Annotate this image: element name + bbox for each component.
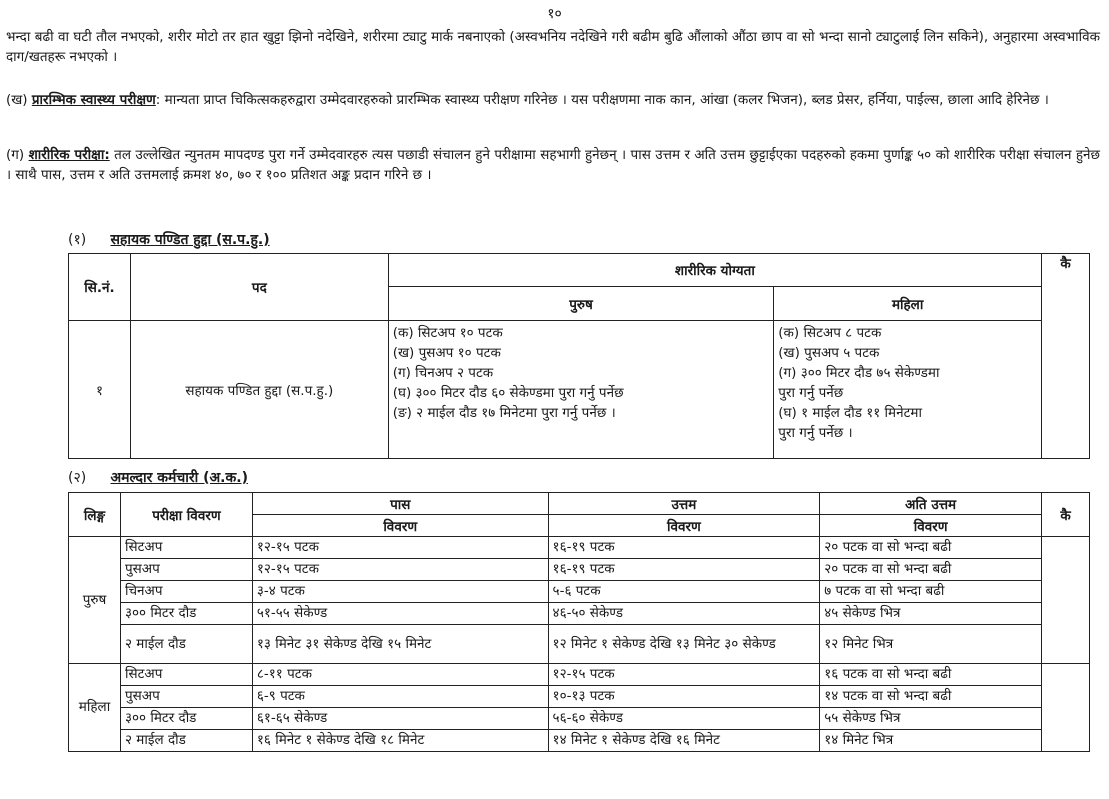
section1-heading bbox=[68, 230, 270, 249]
paragraph-physical-exam bbox=[6, 146, 1100, 185]
good-value: १२-१५ पटक bbox=[548, 664, 820, 686]
excellent-value: २० पटक वा सो भन्दा बढी bbox=[820, 537, 1042, 559]
excellent-value: १४ मिनेट भित्र bbox=[820, 730, 1042, 752]
exam-name: ३०० मिटर दौड bbox=[120, 603, 252, 625]
female-req-item: (क) सिटअप ८ पटक bbox=[778, 325, 882, 341]
health-check-text: : मान्यता प्राप्त चिकित्सकहरुद्वारा उम्मेदवारहरुको प्रारम्भिक स्वास्थ्य परीक्षण गरिनेछ । यस परीक्षणमा नाक कान, आंखा (कलर भिजन), ब्लड प्रेसर, हर्निया, पाईल्स, छाला आदि हेरिनेछ । bbox=[155, 92, 1049, 108]
row-sn: १ bbox=[69, 321, 131, 459]
exam-name: २ माईल दौड bbox=[120, 730, 252, 752]
physical-exam-text: तल उल्लेखित न्युनतम मापदण्ड पुरा गर्ने उम्मेदवारहरु त्यस पछाडी संचालन हुने परीक्षामा सहभागी हुनेछन् । पास उत्तम र अति उत्तम छुट्टाईएका पदहरुको हकमा पुर्णाङ्क ५० को शारीरिक परीक्षा संचालन हुनेछ । साथै पास, उत्तम र अति उत्तमलाई क्रमश ४०, ७० र १०० प्रतिशत अङ्क प्रदान गरिने छ । bbox=[6, 147, 1100, 183]
excellent-value: १४ पटक वा सो भन्दा बढी bbox=[820, 686, 1042, 708]
excellent-value: २० पटक वा सो भन्दा बढी bbox=[820, 559, 1042, 581]
female-req-item: पुरा गर्नु पर्नेछ । bbox=[778, 425, 853, 441]
paragraph-weight-tattoo: भन्दा बढी वा घटी तौल नभएको, शरीर मोटो तर हात खुट्टा झिनो नदेखिने, शरीरमा ट्याटु मार्क नबनाएको (अस्वभनिय नदेखिने गरी बढीम बुढि औंलाको औंठा छाप वा सो भन्दा सानो ट्याटुलाई लिन सकिने), अनुहारमा अस्वभाविक दाग/खतहरू नभएको । bbox=[6, 29, 1100, 65]
excellent-value: १६ पटक वा सो भन्दा बढी bbox=[820, 664, 1042, 686]
excellent-value: १२ मिनेट भित्र bbox=[820, 625, 1042, 664]
good-value: ५६-६० सेकेण्ड bbox=[548, 708, 820, 730]
remarks-cell bbox=[1042, 537, 1090, 664]
heading-preliminary-health-check: प्रारम्भिक स्वास्थ्य परीक्षण bbox=[31, 92, 156, 108]
header-excellent: अति उत्तम bbox=[820, 493, 1042, 515]
section2-heading bbox=[68, 468, 248, 487]
assistant-pandit-fitness-table bbox=[68, 253, 1090, 459]
section2-title: अमल्दार कर्मचारी (अ.क.) bbox=[110, 470, 248, 486]
excellent-value: ४५ सेकेण्ड भित्र bbox=[820, 603, 1042, 625]
exam-name: ३०० मिटर दौड bbox=[120, 708, 252, 730]
female-requirements bbox=[774, 321, 1042, 459]
exam-name: चिनअप bbox=[120, 581, 252, 603]
header-remarks: कै bbox=[1042, 254, 1090, 459]
pass-value: ५१-५५ सेकेण्ड bbox=[252, 603, 548, 625]
male-req-item: (ग) चिनअप २ पटक bbox=[392, 365, 494, 381]
section1-title: सहायक पण्डित हुद्दा (स.प.हु.) bbox=[110, 232, 270, 248]
header-detail: विवरण bbox=[820, 515, 1042, 537]
remarks-cell bbox=[1042, 664, 1090, 752]
good-value: ५-६ पटक bbox=[548, 581, 820, 603]
table-row bbox=[69, 625, 1090, 664]
pass-value: ३-४ पटक bbox=[252, 581, 548, 603]
header-male: पुरुष bbox=[388, 287, 774, 321]
male-req-item: (घ) ३०० मिटर दौड ६० सेकेण्डमा पुरा गर्नु पर्नेछ bbox=[392, 385, 624, 401]
pass-value: १२-१५ पटक bbox=[252, 559, 548, 581]
table-row bbox=[69, 537, 1090, 559]
header-detail: विवरण bbox=[252, 515, 548, 537]
exam-name: सिटअप bbox=[120, 664, 252, 686]
pass-value: ८-११ पटक bbox=[252, 664, 548, 686]
pass-value: १२-१५ पटक bbox=[252, 537, 548, 559]
gender-female: महिला bbox=[69, 664, 121, 752]
table-row bbox=[69, 603, 1090, 625]
header-good: उत्तम bbox=[548, 493, 820, 515]
header-post: पद bbox=[130, 254, 388, 321]
row-post: सहायक पण्डित हुद्दा (स.प.हु.) bbox=[130, 321, 388, 459]
pass-value: १६ मिनेट १ सेकेण्ड देखि १८ मिनेट bbox=[252, 730, 548, 752]
gender-male: पुरुष bbox=[69, 537, 121, 664]
table-row bbox=[69, 730, 1090, 752]
amaldar-staff-fitness-table bbox=[68, 492, 1090, 752]
pass-value: ६१-६५ सेकेण्ड bbox=[252, 708, 548, 730]
excellent-value: ७ पटक वा सो भन्दा बढी bbox=[820, 581, 1042, 603]
exam-name: २ माईल दौड bbox=[120, 625, 252, 664]
table-row bbox=[69, 559, 1090, 581]
table-row bbox=[69, 686, 1090, 708]
male-req-item: (क) सिटअप १० पटक bbox=[392, 325, 503, 341]
male-req-item: (ख) पुसअप १० पटक bbox=[392, 345, 501, 361]
header-detail: विवरण bbox=[548, 515, 820, 537]
good-value: १२ मिनेट १ सेकेण्ड देखि १३ मिनेट ३० सेकेण्ड bbox=[548, 625, 820, 664]
header-exam-details: परीक्षा विवरण bbox=[120, 493, 252, 537]
header-gender: लिङ्ग bbox=[69, 493, 121, 537]
good-value: १४ मिनेट १ सेकेण्ड देखि १६ मिनेट bbox=[548, 730, 820, 752]
table-row bbox=[69, 664, 1090, 686]
header-female: महिला bbox=[774, 287, 1042, 321]
heading-physical-exam: शारीरिक परीक्षा: bbox=[28, 147, 110, 163]
header-pass: पास bbox=[252, 493, 548, 515]
header-physical-fitness: शारीरिक योग्यता bbox=[388, 254, 1041, 287]
pass-value: ६-९ पटक bbox=[252, 686, 548, 708]
section2-number: (२) bbox=[68, 470, 87, 486]
section1-number: (१) bbox=[68, 232, 87, 248]
female-req-item: पुरा गर्नु पर्नेछ bbox=[778, 385, 844, 401]
good-value: ४६-५० सेकेण्ड bbox=[548, 603, 820, 625]
exam-name: पुसअप bbox=[120, 559, 252, 581]
marker-ga: (ग) bbox=[6, 147, 25, 163]
page-number: १० bbox=[547, 6, 562, 22]
good-value: १०-१३ पटक bbox=[548, 686, 820, 708]
table-row bbox=[69, 708, 1090, 730]
header-sn: सि.नं. bbox=[69, 254, 131, 321]
header-remarks-2: कै bbox=[1042, 493, 1090, 537]
male-req-item: (ङ) २ माईल दौड १७ मिनेटमा पुरा गर्नु पर्नेछ । bbox=[392, 405, 616, 421]
female-req-item: (ग) ३०० मिटर दौड ७५ सेकेण्डमा bbox=[778, 365, 940, 381]
male-requirements bbox=[388, 321, 774, 459]
pass-value: १३ मिनेट ३१ सेकेण्ड देखि १५ मिनेट bbox=[252, 625, 548, 664]
good-value: १६-१९ पटक bbox=[548, 559, 820, 581]
paragraph-preliminary-health-check bbox=[6, 91, 1100, 111]
excellent-value: ५५ सेकेण्ड भित्र bbox=[820, 708, 1042, 730]
marker-kha: (ख) bbox=[6, 92, 28, 108]
exam-name: सिटअप bbox=[120, 537, 252, 559]
female-req-item: (ख) पुसअप ५ पटक bbox=[778, 345, 880, 361]
table-row bbox=[69, 581, 1090, 603]
good-value: १६-१९ पटक bbox=[548, 537, 820, 559]
female-req-item: (घ) १ माईल दौड ११ मिनेटमा bbox=[778, 405, 922, 421]
exam-name: पुसअप bbox=[120, 686, 252, 708]
